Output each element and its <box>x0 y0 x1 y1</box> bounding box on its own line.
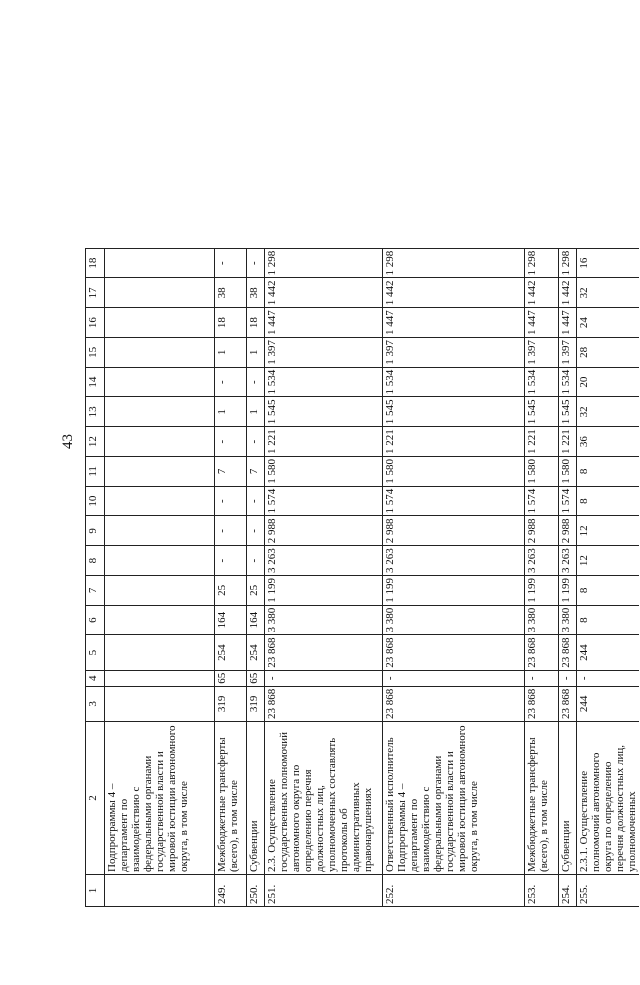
value-cell: 3 380 <box>383 605 525 635</box>
row-number: 255. <box>577 875 640 907</box>
row-number: 249. <box>215 875 247 907</box>
value-cell: 1 298 <box>559 248 577 278</box>
value-cell: - <box>247 546 265 576</box>
value-cell <box>105 427 215 457</box>
value-cell <box>105 546 215 576</box>
row-description: 2.3. Осуществление государственных полномочий автономного округа по определению перечня должностных лиц, уполномоченных составлять протоколы об административных правонарушениях <box>265 722 383 875</box>
value-cell: 32 <box>577 278 640 308</box>
value-cell: 1 <box>215 397 247 427</box>
value-cell: 3 263 <box>525 546 559 576</box>
value-cell <box>105 605 215 635</box>
value-cell: 1 199 <box>525 576 559 606</box>
value-cell: 1 397 <box>559 338 577 368</box>
value-cell: - <box>525 670 559 686</box>
header-cell: 16 <box>86 308 105 338</box>
value-cell: - <box>215 546 247 576</box>
value-cell: 18 <box>215 308 247 338</box>
row-number: 253. <box>525 875 559 907</box>
table-row <box>105 248 215 906</box>
value-cell: 7 <box>247 457 265 487</box>
value-cell: 65 <box>247 670 265 686</box>
value-cell <box>105 397 215 427</box>
value-cell <box>105 686 215 721</box>
value-cell: 1 298 <box>525 248 559 278</box>
value-cell: 1 545 <box>559 397 577 427</box>
value-cell: 1 442 <box>525 278 559 308</box>
value-cell: 23 868 <box>383 686 525 721</box>
value-cell: 20 <box>577 367 640 397</box>
value-cell: 7 <box>215 457 247 487</box>
table-row <box>559 248 577 906</box>
header-cell: 6 <box>86 605 105 635</box>
value-cell: 1 221 <box>525 427 559 457</box>
header-cell: 18 <box>86 248 105 278</box>
value-cell: 23 868 <box>559 686 577 721</box>
row-description: Субвенции <box>247 722 265 875</box>
value-cell: 244 <box>577 686 640 721</box>
row-number: 252. <box>383 875 525 907</box>
row-description: Подпрограммы 4 – департамент по взаимодействию с федеральными органами государственной власти и мировой юстиции автономного округа, в том числе <box>105 722 215 875</box>
value-cell: 65 <box>215 670 247 686</box>
value-cell: 23 868 <box>265 686 383 721</box>
row-description: Межбюджетные трансферты (всего), в том числе <box>215 722 247 875</box>
value-cell: 1 574 <box>525 486 559 516</box>
value-cell <box>105 486 215 516</box>
value-cell: 23 868 <box>559 635 577 670</box>
value-cell: 1 397 <box>265 338 383 368</box>
row-description: 2.3.1. Осуществление полномочий автономного округа по определению перечня должностных лиц, уполномоченных <box>577 722 640 875</box>
value-cell: 3 263 <box>559 546 577 576</box>
value-cell: 18 <box>247 308 265 338</box>
value-cell: 244 <box>577 635 640 670</box>
value-cell: 1 580 <box>559 457 577 487</box>
value-cell: 1 545 <box>525 397 559 427</box>
value-cell: 23 868 <box>525 635 559 670</box>
row-number <box>105 875 215 907</box>
value-cell: 1 <box>247 338 265 368</box>
value-cell: 254 <box>247 635 265 670</box>
value-cell: 319 <box>247 686 265 721</box>
header-cell: 13 <box>86 397 105 427</box>
value-cell: 2 988 <box>383 516 525 546</box>
page-number: 43 <box>60 434 76 449</box>
row-description: Субвенции <box>559 722 577 875</box>
table-row <box>247 248 265 906</box>
value-cell: 1 447 <box>265 308 383 338</box>
value-cell: 1 442 <box>265 278 383 308</box>
value-cell: 28 <box>577 338 640 368</box>
value-cell: 1 534 <box>559 367 577 397</box>
header-cell: 8 <box>86 546 105 576</box>
header-row <box>86 248 105 906</box>
row-description: Межбюджетные трансферты (всего), в том числе <box>525 722 559 875</box>
value-cell: 3 380 <box>525 605 559 635</box>
value-cell: 1 298 <box>265 248 383 278</box>
value-cell: 3 380 <box>265 605 383 635</box>
value-cell: 1 199 <box>265 576 383 606</box>
value-cell: - <box>215 248 247 278</box>
value-cell: - <box>247 516 265 546</box>
value-cell: 1 <box>215 338 247 368</box>
value-cell: 1 199 <box>383 576 525 606</box>
value-cell: 36 <box>577 427 640 457</box>
value-cell: - <box>247 367 265 397</box>
row-number: 250. <box>247 875 265 907</box>
value-cell: - <box>559 670 577 686</box>
value-cell: - <box>265 670 383 686</box>
row-description: Ответственный исполнитель Подпрограммы 4 – департамент по взаимодействию с федеральными органами государственной власти и мировой юстиции автономного округа, в том числе <box>383 722 525 875</box>
value-cell: 38 <box>215 278 247 308</box>
header-cell: 1 <box>86 875 105 907</box>
value-cell: - <box>247 486 265 516</box>
value-cell <box>105 635 215 670</box>
value-cell: 1 221 <box>383 427 525 457</box>
value-cell: 1 221 <box>559 427 577 457</box>
value-cell <box>105 516 215 546</box>
value-cell: 8 <box>577 486 640 516</box>
value-cell: 32 <box>577 397 640 427</box>
value-cell <box>105 308 215 338</box>
value-cell: 2 988 <box>265 516 383 546</box>
value-cell: 164 <box>215 605 247 635</box>
value-cell: - <box>215 516 247 546</box>
value-cell <box>105 576 215 606</box>
value-cell: 1 447 <box>525 308 559 338</box>
value-cell <box>105 338 215 368</box>
value-cell: - <box>247 248 265 278</box>
header-cell: 4 <box>86 670 105 686</box>
row-number: 251. <box>265 875 383 907</box>
value-cell: 1 545 <box>383 397 525 427</box>
value-cell <box>105 457 215 487</box>
table-row <box>577 248 640 906</box>
value-cell: 1 580 <box>265 457 383 487</box>
value-cell: 3 263 <box>265 546 383 576</box>
value-cell: 3 380 <box>559 605 577 635</box>
value-cell: 1 545 <box>265 397 383 427</box>
table-row <box>265 248 383 906</box>
value-cell: - <box>215 427 247 457</box>
header-cell: 11 <box>86 457 105 487</box>
value-cell: 1 <box>247 397 265 427</box>
value-cell: 1 447 <box>559 308 577 338</box>
value-cell <box>105 278 215 308</box>
header-cell: 17 <box>86 278 105 308</box>
header-cell: 9 <box>86 516 105 546</box>
value-cell: 1 397 <box>525 338 559 368</box>
header-cell: 2 <box>86 722 105 875</box>
value-cell: 2 988 <box>559 516 577 546</box>
value-cell <box>105 670 215 686</box>
value-cell: 254 <box>215 635 247 670</box>
value-cell: 12 <box>577 546 640 576</box>
value-cell: 1 534 <box>383 367 525 397</box>
value-cell <box>105 248 215 278</box>
value-cell: 38 <box>247 278 265 308</box>
header-cell: 7 <box>86 576 105 606</box>
value-cell: 8 <box>577 576 640 606</box>
header-cell: 10 <box>86 486 105 516</box>
value-cell: 12 <box>577 516 640 546</box>
header-cell: 5 <box>86 635 105 670</box>
header-cell: 15 <box>86 338 105 368</box>
value-cell: 16 <box>577 248 640 278</box>
value-cell: 1 298 <box>383 248 525 278</box>
table-row <box>215 248 247 906</box>
value-cell: 1 534 <box>525 367 559 397</box>
value-cell: - <box>383 670 525 686</box>
value-cell: 8 <box>577 457 640 487</box>
value-cell: 25 <box>215 576 247 606</box>
value-cell: 1 221 <box>265 427 383 457</box>
header-cell: 3 <box>86 686 105 721</box>
value-cell: 1 199 <box>559 576 577 606</box>
header-cell: 14 <box>86 367 105 397</box>
value-cell: 1 580 <box>525 457 559 487</box>
value-cell: 23 868 <box>265 635 383 670</box>
table-row <box>525 248 559 906</box>
value-cell: - <box>577 670 640 686</box>
row-number: 254. <box>559 875 577 907</box>
value-cell: 1 534 <box>265 367 383 397</box>
value-cell <box>105 367 215 397</box>
value-cell: 24 <box>577 308 640 338</box>
value-cell: 1 574 <box>383 486 525 516</box>
value-cell: - <box>247 427 265 457</box>
value-cell: 1 574 <box>265 486 383 516</box>
value-cell: 1 397 <box>383 338 525 368</box>
value-cell: 2 988 <box>525 516 559 546</box>
value-cell: 23 868 <box>383 635 525 670</box>
value-cell: 164 <box>247 605 265 635</box>
value-cell: - <box>215 367 247 397</box>
header-cell: 12 <box>86 427 105 457</box>
value-cell: 1 580 <box>383 457 525 487</box>
value-cell: 25 <box>247 576 265 606</box>
value-cell: 1 447 <box>383 308 525 338</box>
value-cell: 8 <box>577 605 640 635</box>
value-cell: - <box>215 486 247 516</box>
value-cell: 23 868 <box>525 686 559 721</box>
value-cell: 1 442 <box>383 278 525 308</box>
value-cell: 1 442 <box>559 278 577 308</box>
budget-table <box>85 248 639 907</box>
value-cell: 319 <box>215 686 247 721</box>
value-cell: 1 574 <box>559 486 577 516</box>
table-row <box>383 248 525 906</box>
value-cell: 3 263 <box>383 546 525 576</box>
